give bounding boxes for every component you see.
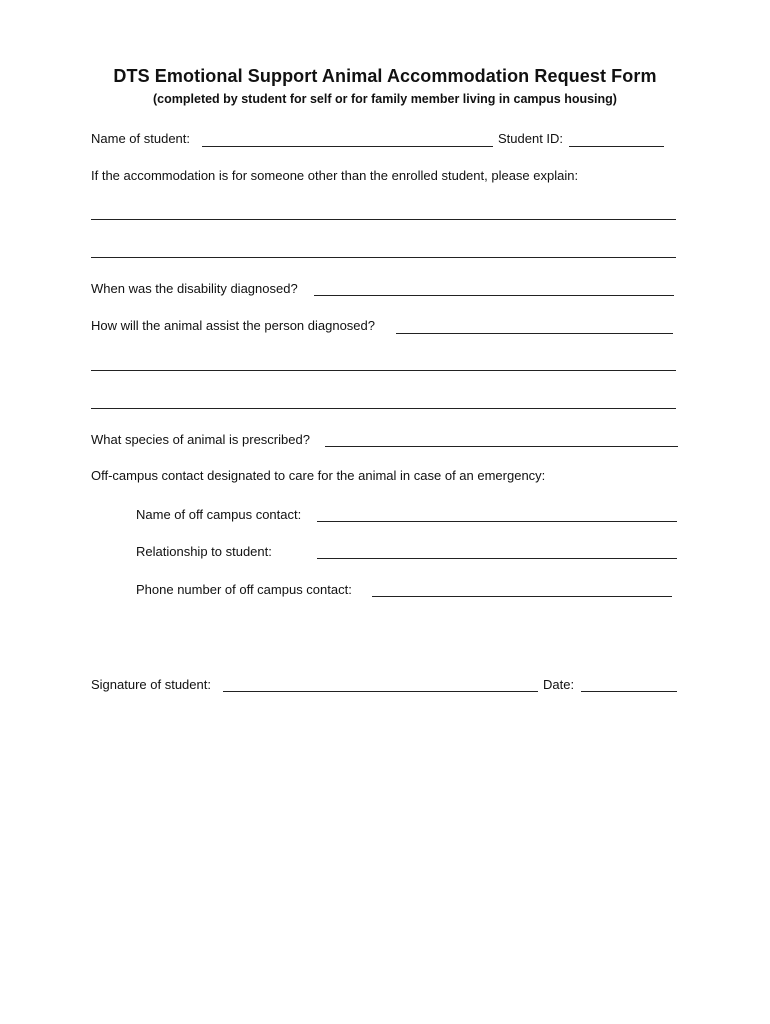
explanation-line-1[interactable]	[91, 219, 676, 220]
form-subtitle: (completed by student for self or for family member living in campus housing)	[153, 92, 617, 106]
assist-field[interactable]	[396, 333, 673, 334]
assist-line-2[interactable]	[91, 370, 676, 371]
date-field[interactable]	[581, 691, 677, 692]
relationship-label: Relationship to student:	[136, 544, 272, 559]
student-name-field[interactable]	[202, 146, 493, 147]
assist-line-3[interactable]	[91, 408, 676, 409]
contact-name-field[interactable]	[317, 521, 677, 522]
student-id-label: Student ID:	[498, 131, 564, 146]
form-title: DTS Emotional Support Animal Accommodation Request Form	[113, 66, 657, 86]
relationship-field[interactable]	[317, 558, 677, 559]
phone-field[interactable]	[372, 596, 672, 597]
signature-label: Signature of student:	[91, 677, 211, 692]
contact-name-label: Name of off campus contact:	[136, 507, 302, 522]
signature-field[interactable]	[223, 691, 538, 692]
phone-label: Phone number of off campus contact:	[136, 582, 352, 597]
diagnosed-label: When was the disability diagnosed?	[91, 281, 298, 296]
emergency-contact-label: Off-campus contact designated to care for the animal in case of an emergency:	[91, 468, 546, 483]
species-label: What species of animal is prescribed?	[91, 432, 310, 447]
assist-label: How will the animal assist the person diagnosed?	[91, 318, 375, 333]
other-person-label: If the accommodation is for someone other than the enrolled student, please explain:	[91, 168, 579, 183]
student-name-label: Name of student:	[91, 131, 190, 146]
date-label: Date:	[543, 677, 575, 692]
explanation-line-2[interactable]	[91, 257, 676, 258]
student-id-field[interactable]	[569, 146, 664, 147]
diagnosed-field[interactable]	[314, 295, 674, 296]
species-field[interactable]	[325, 446, 678, 447]
